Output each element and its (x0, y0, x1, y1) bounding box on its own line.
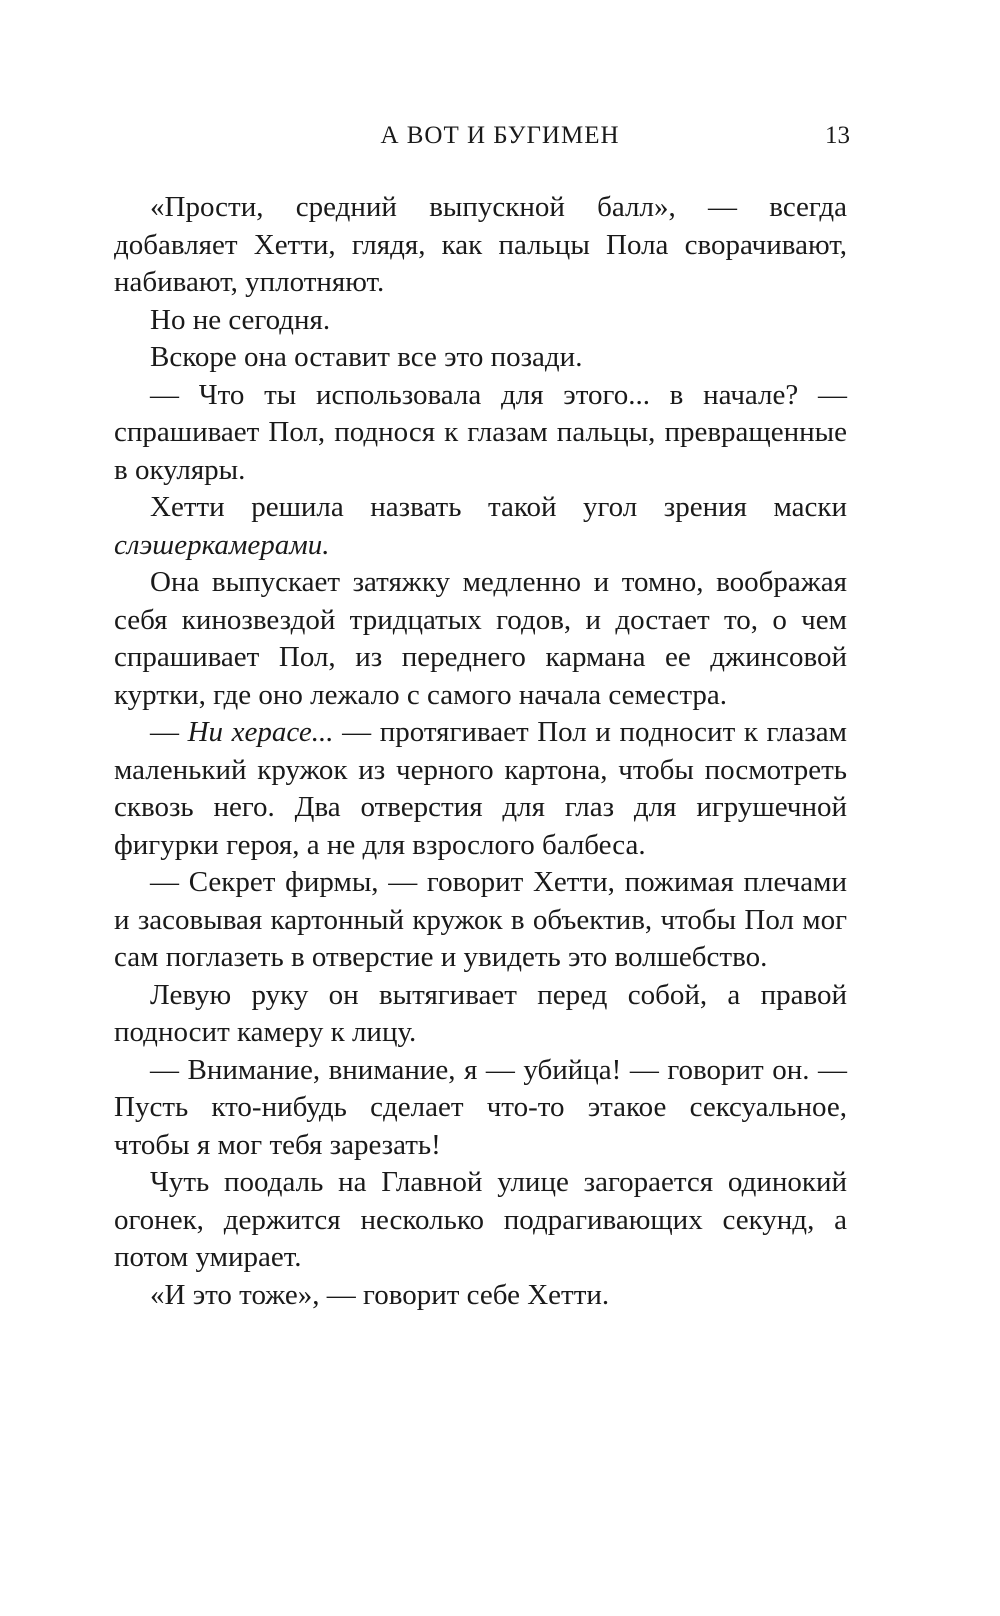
paragraph-6: Она выпускает затяжку медленно и томно, воображая себя кинозвездой тридцатых годов, и достает то, о чем спрашивает Пол, из переднего кармана ее джинсовой куртки, где оно лежало с самого начала семестра. (114, 566, 847, 711)
paragraph-7-dash: — (150, 716, 188, 748)
paragraph-2: Но не сегодня. (150, 303, 331, 336)
paragraph-7 (114, 714, 847, 864)
paragraph-9: Левую руку он вытягивает перед собой, а правой подносит камеру к лицу. (114, 978, 847, 1048)
paragraph-5-italic: слэшеркамерами. (114, 528, 330, 561)
paragraph-10: — Внимание, внимание, я — убийца! — говорит он. — Пусть кто-нибудь сделает что-то этакое сексуальное, чтобы я мог тебя зарезать! (114, 1053, 847, 1161)
paragraph-3: Вскоре она оставит все это позади. (150, 341, 583, 373)
paragraph-5 (114, 489, 847, 564)
paragraph-5-text: Хетти решила назвать такой угол зрения маски (150, 491, 847, 523)
paragraph-4: — Что ты использовала для этого... в начале? — спрашивает Пол, поднося к глазам пальцы, превращенные в окуляры. (114, 378, 847, 486)
paragraph-11: Чуть поодаль на Главной улице загорается одинокий огонек, держится несколько подрагивающих секунд, а потом умирает. (114, 1166, 847, 1273)
paragraph-7-text: — протягивает Пол и подносит к глазам маленький кружок из черного картона, чтобы посмотреть сквозь него. Два отверстия для глаз для игрушечной фигурки героя, а не для взрослого балбеса. (114, 716, 847, 861)
paragraph-8: — Секрет фирмы, — говорит Хетти, пожимая плечами и засовывая картонный кружок в объектив, чтобы Пол мог сам поглазеть в отверстие и увидеть это волшебство. (114, 866, 847, 973)
body-text (114, 189, 847, 1314)
running-title: А ВОТ И БУГИМЕН (380, 122, 620, 149)
running-head (150, 122, 850, 158)
page-number: 13 (825, 122, 850, 149)
paragraph-1: «Прости, средний выпускной балл», — всегда добавляет Хетти, глядя, как пальцы Пола сворачивают, набивают, уплотняют. (114, 191, 847, 298)
paragraph-7-italic: Ни херасе... (187, 716, 334, 748)
paragraph-12: «И это тоже», — говорит себе Хетти. (150, 1278, 610, 1311)
